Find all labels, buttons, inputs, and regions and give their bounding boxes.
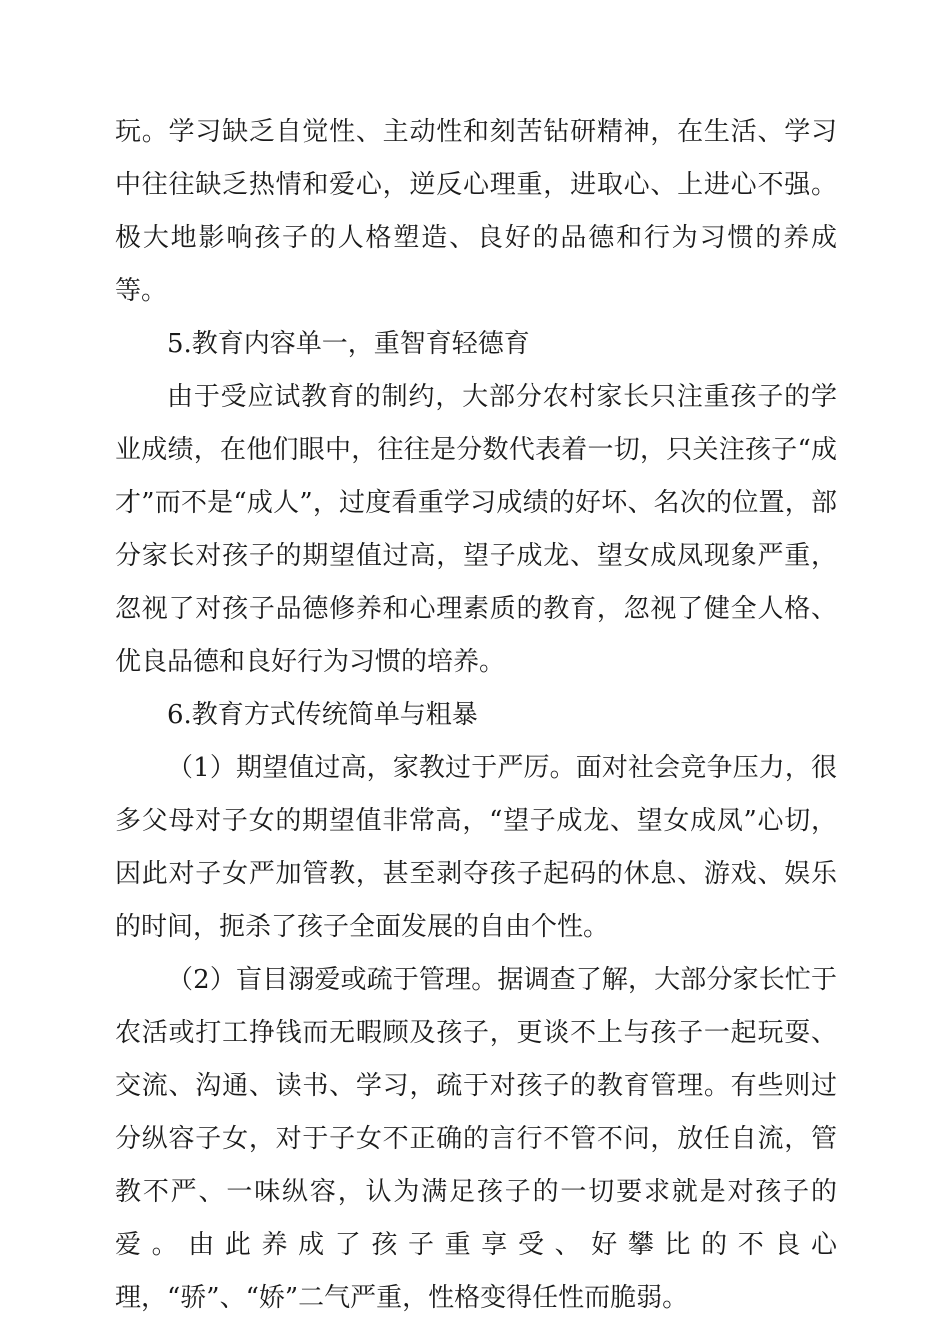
body-paragraph-spoiling-neglect: （2）盲目溺爱或疏于管理。据调查了解，大部分家长忙于农活或打工挣钱而无暇顾及孩子，更谈不上与孩子一起玩耍、交流、沟通、读书、学习，疏于对孩子的教育管理。有些则过分纵容子女，对于子女不正确的言行不管不问，放任自流，管教不严、一味纵容，认为满足孩子的一切要求就是对孩子的爱。由此养成了孩子重享受、好攀比的不良心理，“骄”、“娇”二气严重，性格变得任性而脆弱。 (115, 965, 837, 1313)
body-paragraph-high-expectations: （1）期望值过高，家教过于严厉。面对社会竞争压力，很多父母对子女的期望值非常高，“望子成龙、望女成凤”心切，因此对子女严加管教，甚至剥夺孩子起码的休息、游戏、娱乐的时间，扼杀了孩子全面发展的自由个性。 (115, 753, 837, 942)
section-heading-5: 5.教育内容单一，重智育轻德育 (167, 329, 530, 359)
body-paragraph-continued: 玩。学习缺乏自觉性、主动性和刻苦钻研精神，在生活、学习中往往缺乏热情和爱心，逆反心理重，进取心、上进心不强。极大地影响孩子的人格塑造、良好的品德和行为习惯的养成等。 (115, 117, 837, 306)
document-body (115, 106, 837, 1325)
section-heading-6: 6.教育方式传统简单与粗暴 (167, 700, 478, 730)
body-paragraph-education-content: 由于受应试教育的制约，大部分农村家长只注重孩子的学业成绩，在他们眼中，往往是分数代表着一切，只关注孩子“成才”而不是“成人”，过度看重学习成绩的好坏、名次的位置，部分家长对孩子的期望值过高，望子成龙、望女成凤现象严重，忽视了对孩子品德修养和心理素质的教育，忽视了健全人格、优良品德和良好行为习惯的培养。 (115, 382, 837, 677)
